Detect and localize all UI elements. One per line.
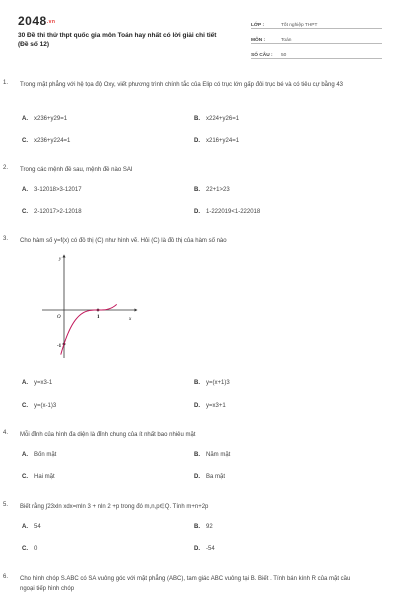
meta-label: LỚP : <box>251 23 265 28</box>
page-header <box>18 14 382 60</box>
option-c[interactable] <box>22 546 37 552</box>
meta-value: Tốt nghiệp THPT <box>281 23 318 28</box>
option-label: A. <box>22 452 28 458</box>
option-label: A. <box>22 524 28 530</box>
option-c[interactable] <box>22 209 82 215</box>
meta-label: SỐ CÂU : <box>251 53 273 58</box>
option-label: A. <box>22 116 28 122</box>
meta-label: MÔN : <box>251 38 266 43</box>
option-d[interactable] <box>194 474 225 480</box>
option-label: B. <box>194 452 200 458</box>
option-d[interactable] <box>194 546 215 552</box>
exam-title: 30 Đề thi thử thpt quốc gia môn Toán hay nhất có lời giải chi tiết (Đề số 12) <box>18 32 217 48</box>
option-label: D. <box>194 138 200 144</box>
option-label: B. <box>194 187 200 193</box>
x-tick-label: 1 <box>97 315 100 320</box>
option-text: x236+y29=1 <box>34 116 68 122</box>
option-label: A. <box>22 380 28 386</box>
meta-count <box>251 46 382 59</box>
logo-text: 2048 <box>18 14 47 28</box>
option-text: y=x3+1 <box>206 403 226 409</box>
option-d[interactable] <box>194 209 260 215</box>
meta-subject <box>251 31 382 44</box>
option-text: 2-12017>2-12018 <box>34 209 82 215</box>
option-c[interactable] <box>22 403 56 409</box>
question-text: Biết rằng ∫23xln xdx=mln 3 + nln 2 +p trong đó m,n,p∈Q. Tính m+n+2p <box>20 504 209 510</box>
option-label: C. <box>22 546 28 552</box>
option-text: y=x3-1 <box>34 380 53 386</box>
option-b[interactable] <box>194 116 239 122</box>
option-d[interactable] <box>194 138 239 144</box>
option-a[interactable] <box>22 116 67 122</box>
option-text: x216+y24=1 <box>206 138 240 144</box>
option-b[interactable] <box>194 380 230 386</box>
exam-meta <box>251 16 382 61</box>
option-a[interactable] <box>22 524 41 530</box>
option-b[interactable] <box>194 452 230 458</box>
question-text: Cho hình chóp S.ABC có SA vuông góc với mặt phẳng (ABC), tam giác ABC vuông tại B. Biết . Tính bán kính R của mặt cầu ngoại tiếp hình chóp <box>20 576 351 592</box>
logo-suffix: .vn <box>46 18 56 25</box>
option-text: -54 <box>206 546 215 552</box>
option-text: 3-12018>3-12017 <box>34 187 82 193</box>
option-label: D. <box>194 209 200 215</box>
option-b[interactable] <box>194 187 230 193</box>
option-label: A. <box>22 187 28 193</box>
question-text: Cho hàm số y=f(x) có đồ thị (C) như hình vẽ. Hỏi (C) là đồ thị của hàm số nào <box>20 238 227 244</box>
option-a[interactable] <box>22 380 52 386</box>
question-text: Mỗi đỉnh của hình đa diện là đỉnh chung của ít nhất bao nhiêu mặt <box>20 432 196 438</box>
option-c[interactable] <box>22 138 70 144</box>
question-number: 3. <box>3 236 9 242</box>
option-text: 54 <box>34 524 41 530</box>
option-label: D. <box>194 546 200 552</box>
meta-class <box>251 16 382 29</box>
option-label: B. <box>194 524 200 530</box>
option-label: D. <box>194 403 200 409</box>
cubic-curve <box>61 304 117 354</box>
question-number: 2. <box>3 165 9 171</box>
question-number: 1. <box>3 80 9 86</box>
question-number: 6. <box>3 574 9 580</box>
y-tick-label: -1 <box>57 344 62 349</box>
question-text: Trong các mệnh đề sau, mệnh đề nào SAI <box>20 167 133 173</box>
option-text: 0 <box>34 546 38 552</box>
option-text: y=(x+1)3 <box>206 380 230 386</box>
question-text: Trong mặt phẳng với hệ tọa độ Oxy, viết phương trình chính tắc của Elip có trục lớn gấp đôi trục bé và có tiêu cự bằng 43 <box>20 82 344 88</box>
option-label: B. <box>194 116 200 122</box>
option-label: B. <box>194 380 200 386</box>
origin-label: O <box>57 315 61 320</box>
option-a[interactable] <box>22 187 82 193</box>
meta-value: 50 <box>281 53 287 58</box>
option-text: 22+1>23 <box>206 187 230 193</box>
option-text: Ba mặt <box>206 474 226 480</box>
site-logo[interactable] <box>18 14 55 28</box>
option-label: D. <box>194 474 200 480</box>
option-label: C. <box>22 403 28 409</box>
option-c[interactable] <box>22 474 55 480</box>
option-text: Năm mặt <box>206 452 231 458</box>
option-text: Bốn mặt <box>34 452 57 458</box>
function-graph <box>40 250 140 360</box>
option-label: C. <box>22 474 28 480</box>
option-text: 92 <box>206 524 213 530</box>
option-text: x224+y26=1 <box>206 116 240 122</box>
option-text: 1-222019<1-222018 <box>206 209 261 215</box>
x-axis-label: x <box>129 317 132 322</box>
y-axis-label: y <box>59 257 62 262</box>
option-label: C. <box>22 209 28 215</box>
option-a[interactable] <box>22 452 56 458</box>
option-text: Hai mặt <box>34 474 55 480</box>
option-d[interactable] <box>194 403 226 409</box>
option-label: C. <box>22 138 28 144</box>
meta-value: Toán <box>281 38 292 43</box>
option-text: y=(x-1)3 <box>34 403 57 409</box>
option-text: x236+y224=1 <box>34 138 71 144</box>
question-number: 4. <box>3 430 9 436</box>
option-b[interactable] <box>194 524 213 530</box>
question-number: 5. <box>3 502 9 508</box>
